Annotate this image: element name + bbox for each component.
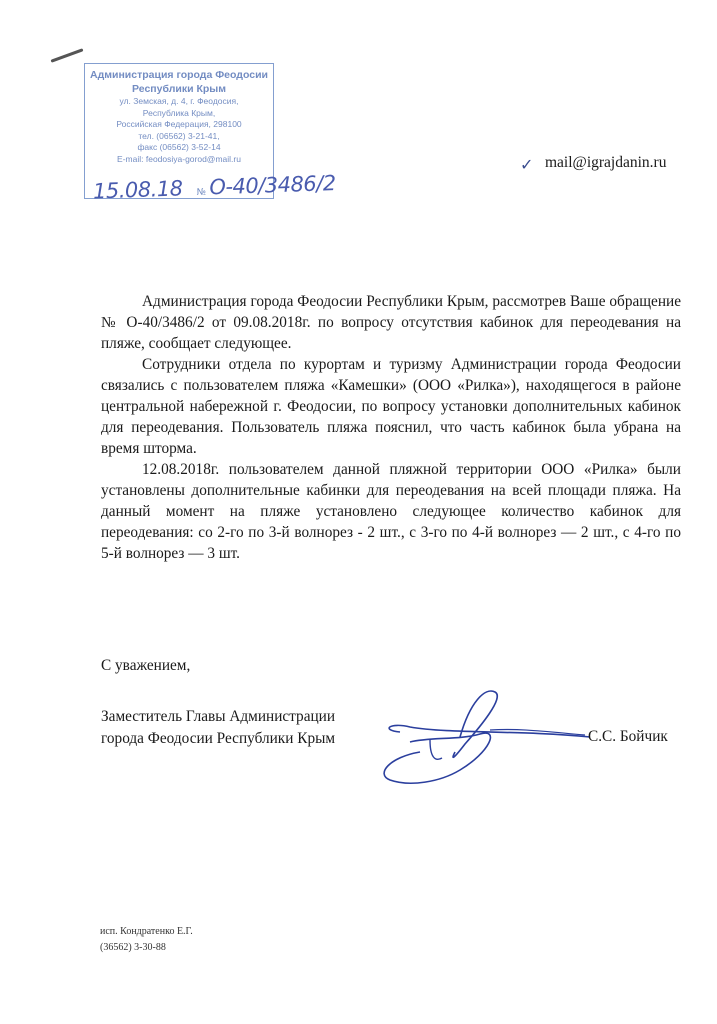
letter-body	[101, 291, 681, 564]
executor-name: исп. Кондратенко Е.Г.	[100, 926, 193, 937]
stamp-address-line2: Республика Крым,	[142, 107, 216, 118]
stamp-number: О-40/3486/2	[208, 171, 337, 200]
stamp-fax: факс (06562) 3-52-14	[137, 142, 221, 152]
stamp-org-line2: Республики Крым	[132, 83, 226, 95]
stamp-handwritten-registration	[92, 171, 337, 204]
signatory-position-line2: города Феодосии Республики Крым	[101, 730, 336, 747]
stamp-address-line1: ул. Земская, д. 4, г. Феодосия,	[119, 96, 239, 106]
signatory-position	[101, 706, 335, 750]
handwritten-signature	[370, 682, 600, 792]
executor-phone: (36562) 3-30-88	[100, 942, 166, 953]
stamp-email: E-mail: feodosiya-gorod@mail.ru	[117, 153, 241, 164]
stamp-date: 15.08.18	[92, 176, 183, 204]
executor-footer	[100, 924, 193, 956]
signatory-name: С.С. Бойчик	[588, 728, 668, 745]
stamp-org-line1: Администрация города Феодосии	[90, 69, 268, 81]
recipient-email: mail@igrajdanin.ru	[545, 154, 667, 171]
stamp-phone: тел. (06562) 3-21-41,	[138, 130, 220, 141]
checkmark-icon: ✓	[520, 157, 534, 174]
registration-stamp	[84, 63, 337, 204]
paragraph: Сотрудники отдела по курортам и туризму Администрации города Феодосии связались с пользователем пляжа «Камешки» (ООО «Рилка»), находящегося в районе центральной набережной г. Феодосии, по вопросу установки дополнительных кабинок для переодевания. Пользователь пляжа пояснил, что часть кабинок была убрана на время шторма.	[101, 356, 681, 457]
signatory-position-line1: Заместитель Главы Администрации	[101, 708, 336, 725]
stamp-number-label: №	[196, 187, 206, 198]
closing: С уважением,	[101, 657, 191, 674]
paragraph: Администрация города Феодосии Республики Крым, рассмотрев Ваше обращение № О-40/3486/2 от 09.08.2018г. по вопросу отсутствия кабинок для переодевания на пляже, сообщает следующее.	[101, 293, 681, 352]
pen-mark	[51, 48, 84, 62]
stamp-address-line3: Российская Федерация, 298100	[116, 119, 242, 129]
paragraph: 12.08.2018г. пользователем данной пляжной территории ООО «Рилка» были установлены дополнительные кабинки для переодевания на всей площади пляжа. На данный момент на пляже установлено следующее количество кабинок для переодевания: со 2-го по 3-й волнорез - 2 шт., с 3-го по 4-й волнорез — 2 шт., с 4-го по 5-й волнорез — 3 шт.	[101, 461, 681, 562]
